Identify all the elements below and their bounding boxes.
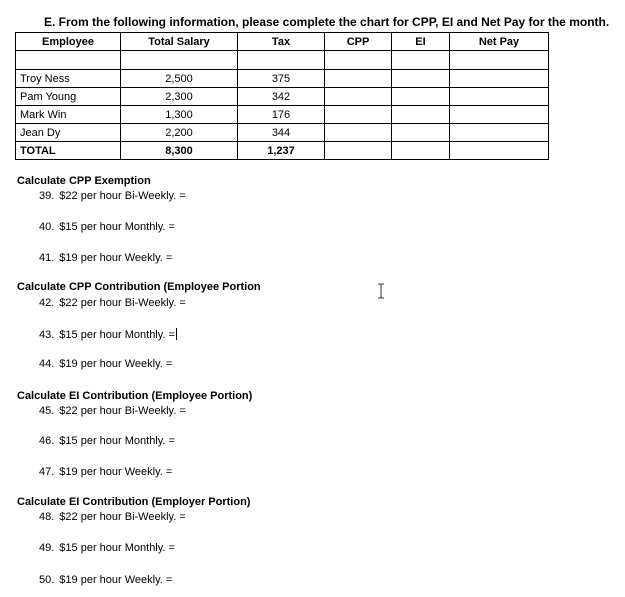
table-cell[interactable] [325, 51, 392, 70]
question-text: $15 per hour Monthly. = [59, 329, 175, 341]
cpp-cell[interactable] [325, 106, 392, 124]
tax-cell[interactable]: 344 [238, 124, 325, 142]
question-42[interactable] [39, 297, 191, 309]
table-row [16, 124, 549, 142]
question-number: 50. [39, 574, 55, 586]
section-title-ei-contribution-employer: Calculate EI Contribution (Employer Portion) [17, 496, 251, 508]
question-text: $15 per hour Monthly. = [59, 221, 175, 233]
question-text: $15 per hour Monthly. = [59, 435, 175, 447]
net-pay-cell[interactable] [450, 124, 549, 142]
question-number: 42. [39, 297, 55, 309]
question-number: 44. [39, 358, 55, 370]
question-number: 45. [39, 405, 55, 417]
salary-cell[interactable]: 2,500 [121, 70, 238, 88]
section-title-cpp-exemption: Calculate CPP Exemption [17, 175, 151, 187]
question-41[interactable] [39, 252, 177, 264]
ei-cell[interactable] [392, 88, 450, 106]
table-cell[interactable] [238, 51, 325, 70]
header-ei: EI [392, 33, 450, 51]
question-text: $15 per hour Monthly. = [59, 542, 175, 554]
question-43[interactable] [39, 328, 182, 341]
salary-cell[interactable]: 1,300 [121, 106, 238, 124]
question-44[interactable] [39, 358, 177, 370]
table-cell[interactable] [450, 51, 549, 70]
question-45[interactable] [39, 405, 191, 417]
net-pay-cell[interactable] [450, 88, 549, 106]
net-pay-cell[interactable] [450, 70, 549, 88]
total-tax-cell[interactable]: 1,237 [238, 142, 325, 160]
question-50[interactable] [39, 574, 177, 586]
question-text: $22 per hour Bi-Weekly. = [59, 297, 186, 309]
question-number: 43. [39, 329, 55, 341]
tax-cell[interactable]: 375 [238, 70, 325, 88]
text-cursor [176, 328, 177, 340]
total-net-pay-cell[interactable] [450, 142, 549, 160]
total-ei-cell[interactable] [392, 142, 450, 160]
total-row [16, 142, 549, 160]
payroll-chart [15, 32, 549, 160]
question-text: $19 per hour Weekly. = [59, 466, 173, 478]
tax-cell[interactable]: 342 [238, 88, 325, 106]
question-text: $19 per hour Weekly. = [59, 252, 173, 264]
cpp-cell[interactable] [325, 124, 392, 142]
question-number: 41. [39, 252, 55, 264]
net-pay-cell[interactable] [450, 106, 549, 124]
question-number: 47. [39, 466, 55, 478]
table-row [16, 106, 549, 124]
header-employee: Employee [16, 33, 121, 51]
ei-cell[interactable] [392, 124, 450, 142]
cpp-cell[interactable] [325, 70, 392, 88]
header-net-pay: Net Pay [450, 33, 549, 51]
cpp-cell[interactable] [325, 88, 392, 106]
table-row [16, 70, 549, 88]
chart-header-row [16, 33, 549, 51]
table-cell[interactable] [121, 51, 238, 70]
salary-cell[interactable]: 2,300 [121, 88, 238, 106]
header-total-salary: Total Salary [121, 33, 238, 51]
table-cell[interactable] [16, 51, 121, 70]
question-number: 48. [39, 511, 55, 523]
table-cell[interactable] [392, 51, 450, 70]
question-number: 46. [39, 435, 55, 447]
ei-cell[interactable] [392, 106, 450, 124]
tax-cell[interactable]: 176 [238, 106, 325, 124]
total-label[interactable]: TOTAL [16, 142, 121, 160]
question-47[interactable] [39, 466, 177, 478]
salary-cell[interactable]: 2,200 [121, 124, 238, 142]
question-text: $19 per hour Weekly. = [59, 574, 173, 586]
employee-cell[interactable]: Troy Ness [16, 70, 121, 88]
employee-cell[interactable]: Jean Dy [16, 124, 121, 142]
question-text: $22 per hour Bi-Weekly. = [59, 405, 186, 417]
question-49[interactable] [39, 542, 180, 554]
question-number: 49. [39, 542, 55, 554]
employee-cell[interactable]: Pam Young [16, 88, 121, 106]
header-cpp: CPP [325, 33, 392, 51]
i-beam-cursor-icon [376, 283, 386, 299]
question-text: $19 per hour Weekly. = [59, 358, 173, 370]
question-40[interactable] [39, 221, 180, 233]
question-text: $22 per hour Bi-Weekly. = [59, 190, 186, 202]
question-number: 39. [39, 190, 55, 202]
chart-blank-row [16, 51, 549, 70]
question-46[interactable] [39, 435, 180, 447]
page-heading: E. From the following information, please complete the chart for CPP, EI and Net Pay for the month. [44, 15, 610, 29]
section-title-cpp-contribution-employee: Calculate CPP Contribution (Employee Portion [17, 281, 261, 293]
question-number: 40. [39, 221, 55, 233]
section-title-ei-contribution-employee: Calculate EI Contribution (Employee Portion) [17, 390, 253, 402]
header-tax: Tax [238, 33, 325, 51]
question-39[interactable] [39, 190, 191, 202]
employee-cell[interactable]: Mark Win [16, 106, 121, 124]
question-48[interactable] [39, 511, 191, 523]
total-salary-cell[interactable]: 8,300 [121, 142, 238, 160]
total-cpp-cell[interactable] [325, 142, 392, 160]
question-text: $22 per hour Bi-Weekly. = [59, 511, 186, 523]
ei-cell[interactable] [392, 70, 450, 88]
table-row [16, 88, 549, 106]
